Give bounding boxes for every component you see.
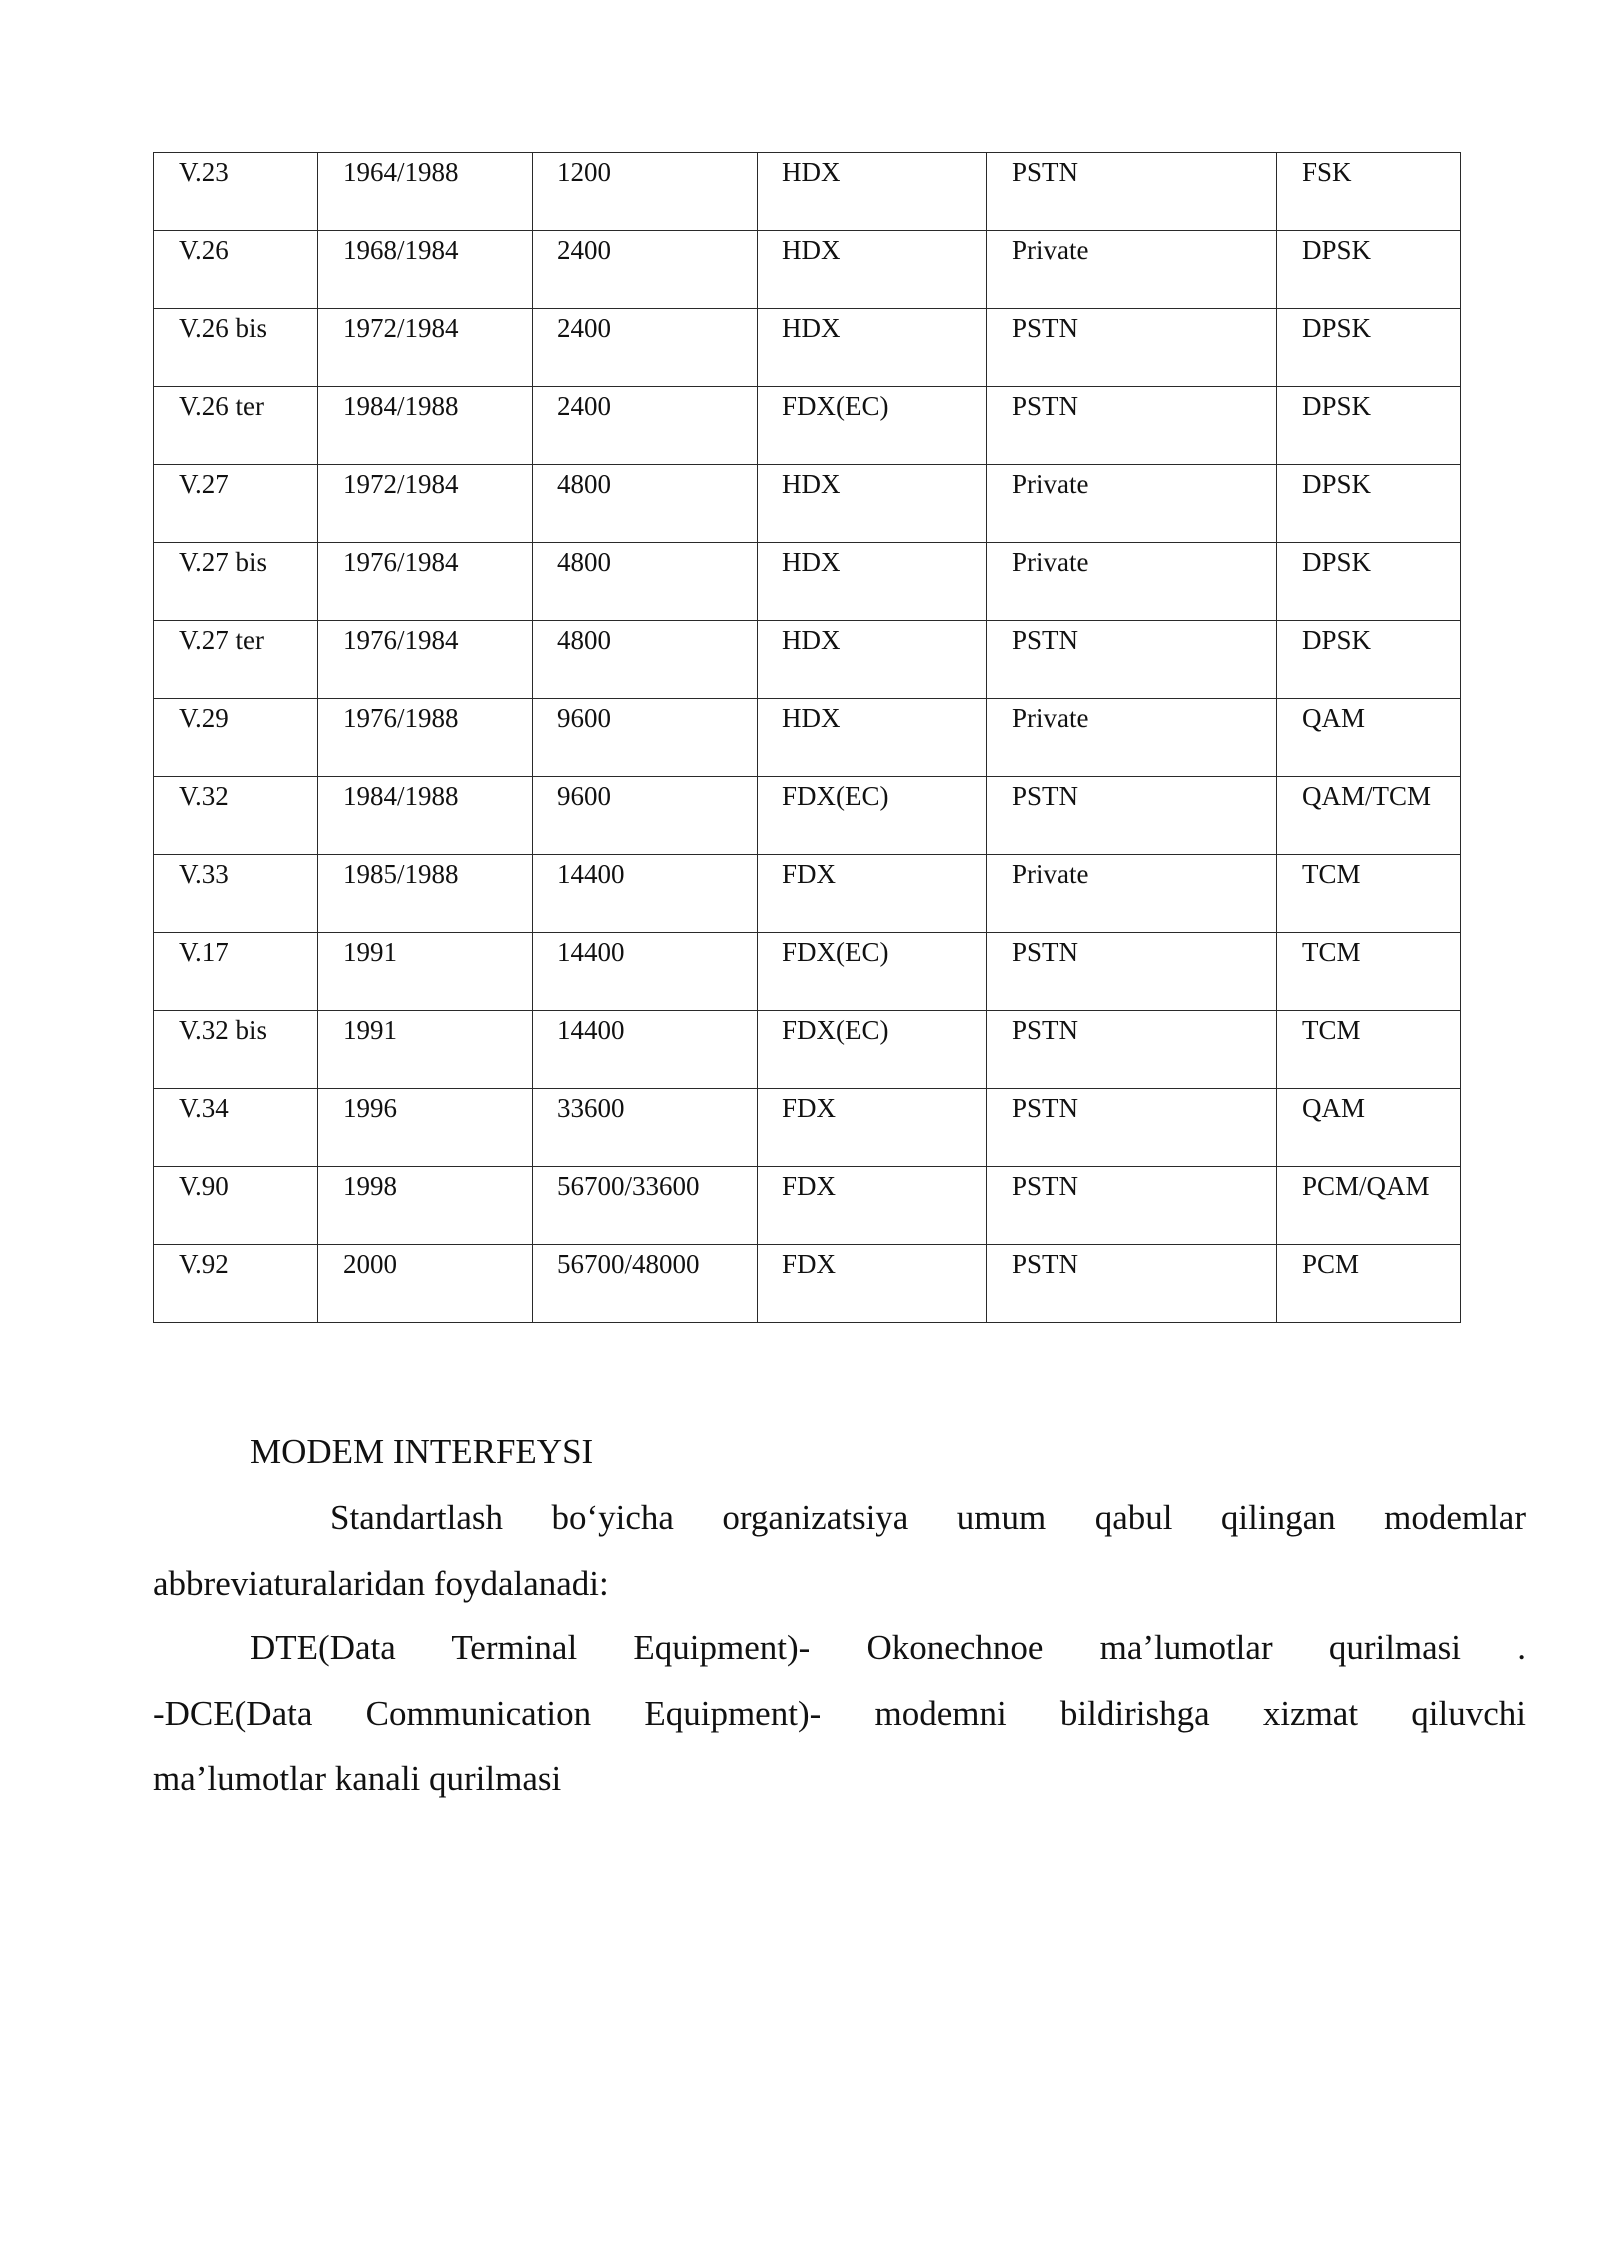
table-body (154, 153, 1461, 1323)
mode-cell: FDX(EC) (758, 1011, 987, 1089)
mode-cell: HDX (758, 543, 987, 621)
year-cell: 1976/1984 (318, 621, 533, 699)
standard-cell: V.90 (154, 1167, 318, 1245)
modulation-cell: DPSK (1277, 465, 1461, 543)
year-cell: 1984/1988 (318, 777, 533, 855)
speed-cell: 2400 (533, 231, 758, 309)
modulation-cell: TCM (1277, 1011, 1461, 1089)
standard-cell: V.27 bis (154, 543, 318, 621)
paragraph-line: -DCE(Data Communication Equipment)- modemni bildirishga xizmat qiluvchi (153, 1694, 1526, 1733)
modulation-cell: QAM (1277, 699, 1461, 777)
year-cell: 1984/1988 (318, 387, 533, 465)
table-row (154, 1089, 1461, 1167)
standard-cell: V.26 ter (154, 387, 318, 465)
speed-cell: 1200 (533, 153, 758, 231)
network-cell: PSTN (987, 1089, 1277, 1167)
year-cell: 1968/1984 (318, 231, 533, 309)
standard-cell: V.27 ter (154, 621, 318, 699)
network-cell: PSTN (987, 1245, 1277, 1323)
modulation-cell: FSK (1277, 153, 1461, 231)
table-row (154, 309, 1461, 387)
mode-cell: HDX (758, 465, 987, 543)
table-row (154, 1011, 1461, 1089)
mode-cell: FDX(EC) (758, 387, 987, 465)
network-cell: PSTN (987, 1011, 1277, 1089)
table-row (154, 699, 1461, 777)
table-row (154, 465, 1461, 543)
modulation-cell: DPSK (1277, 543, 1461, 621)
standard-cell: V.32 (154, 777, 318, 855)
table-row (154, 621, 1461, 699)
table-row (154, 387, 1461, 465)
network-cell: PSTN (987, 1167, 1277, 1245)
paragraph-line: ma’lumotlar kanali qurilmasi (153, 1759, 562, 1798)
table-row (154, 777, 1461, 855)
speed-cell: 4800 (533, 465, 758, 543)
modulation-cell: DPSK (1277, 231, 1461, 309)
mode-cell: HDX (758, 621, 987, 699)
mode-cell: FDX (758, 1089, 987, 1167)
paragraph-line: DTE(Data Terminal Equipment)- Okonechnoe ma’lumotlar qurilmasi . (250, 1628, 1526, 1667)
table-row (154, 1167, 1461, 1245)
speed-cell: 14400 (533, 1011, 758, 1089)
standard-cell: V.34 (154, 1089, 318, 1167)
year-cell: 1991 (318, 933, 533, 1011)
year-cell: 1972/1984 (318, 465, 533, 543)
year-cell: 1996 (318, 1089, 533, 1167)
standard-cell: V.23 (154, 153, 318, 231)
mode-cell: HDX (758, 231, 987, 309)
modulation-cell: TCM (1277, 855, 1461, 933)
table-row (154, 1245, 1461, 1323)
mode-cell: HDX (758, 309, 987, 387)
table-row (154, 543, 1461, 621)
network-cell: PSTN (987, 621, 1277, 699)
year-cell: 1976/1984 (318, 543, 533, 621)
speed-cell: 33600 (533, 1089, 758, 1167)
mode-cell: HDX (758, 699, 987, 777)
paragraph-line: abbreviaturalaridan foydalanadi: (153, 1564, 609, 1603)
table-row (154, 933, 1461, 1011)
standard-cell: V.92 (154, 1245, 318, 1323)
year-cell: 1991 (318, 1011, 533, 1089)
speed-cell: 56700/48000 (533, 1245, 758, 1323)
year-cell: 1964/1988 (318, 153, 533, 231)
mode-cell: FDX (758, 1245, 987, 1323)
speed-cell: 2400 (533, 387, 758, 465)
year-cell: 1976/1988 (318, 699, 533, 777)
network-cell: Private (987, 855, 1277, 933)
network-cell: PSTN (987, 777, 1277, 855)
mode-cell: FDX(EC) (758, 933, 987, 1011)
modulation-cell: DPSK (1277, 387, 1461, 465)
speed-cell: 14400 (533, 933, 758, 1011)
speed-cell: 2400 (533, 309, 758, 387)
standard-cell: V.32 bis (154, 1011, 318, 1089)
modulation-cell: QAM/TCM (1277, 777, 1461, 855)
standard-cell: V.27 (154, 465, 318, 543)
table-row (154, 231, 1461, 309)
section-heading: MODEM INTERFEYSI (250, 1432, 594, 1471)
modem-standards-table (153, 152, 1461, 1323)
mode-cell: HDX (758, 153, 987, 231)
table-row (154, 153, 1461, 231)
network-cell: Private (987, 465, 1277, 543)
network-cell: Private (987, 543, 1277, 621)
standard-cell: V.26 bis (154, 309, 318, 387)
standard-cell: V.17 (154, 933, 318, 1011)
network-cell: PSTN (987, 387, 1277, 465)
network-cell: PSTN (987, 309, 1277, 387)
year-cell: 1985/1988 (318, 855, 533, 933)
speed-cell: 56700/33600 (533, 1167, 758, 1245)
speed-cell: 9600 (533, 777, 758, 855)
modulation-cell: DPSK (1277, 309, 1461, 387)
standard-cell: V.29 (154, 699, 318, 777)
mode-cell: FDX(EC) (758, 777, 987, 855)
standard-cell: V.26 (154, 231, 318, 309)
table-row (154, 855, 1461, 933)
speed-cell: 14400 (533, 855, 758, 933)
modulation-cell: TCM (1277, 933, 1461, 1011)
network-cell: PSTN (987, 933, 1277, 1011)
modulation-cell: PCM/QAM (1277, 1167, 1461, 1245)
year-cell: 1972/1984 (318, 309, 533, 387)
network-cell: Private (987, 699, 1277, 777)
speed-cell: 4800 (533, 543, 758, 621)
year-cell: 2000 (318, 1245, 533, 1323)
modulation-cell: QAM (1277, 1089, 1461, 1167)
network-cell: Private (987, 231, 1277, 309)
mode-cell: FDX (758, 855, 987, 933)
standard-cell: V.33 (154, 855, 318, 933)
year-cell: 1998 (318, 1167, 533, 1245)
speed-cell: 9600 (533, 699, 758, 777)
network-cell: PSTN (987, 153, 1277, 231)
modulation-cell: DPSK (1277, 621, 1461, 699)
speed-cell: 4800 (533, 621, 758, 699)
paragraph-line: Standartlash bo‘yicha organizatsiya umum qabul qilingan modemlar (330, 1498, 1526, 1537)
mode-cell: FDX (758, 1167, 987, 1245)
modulation-cell: PCM (1277, 1245, 1461, 1323)
